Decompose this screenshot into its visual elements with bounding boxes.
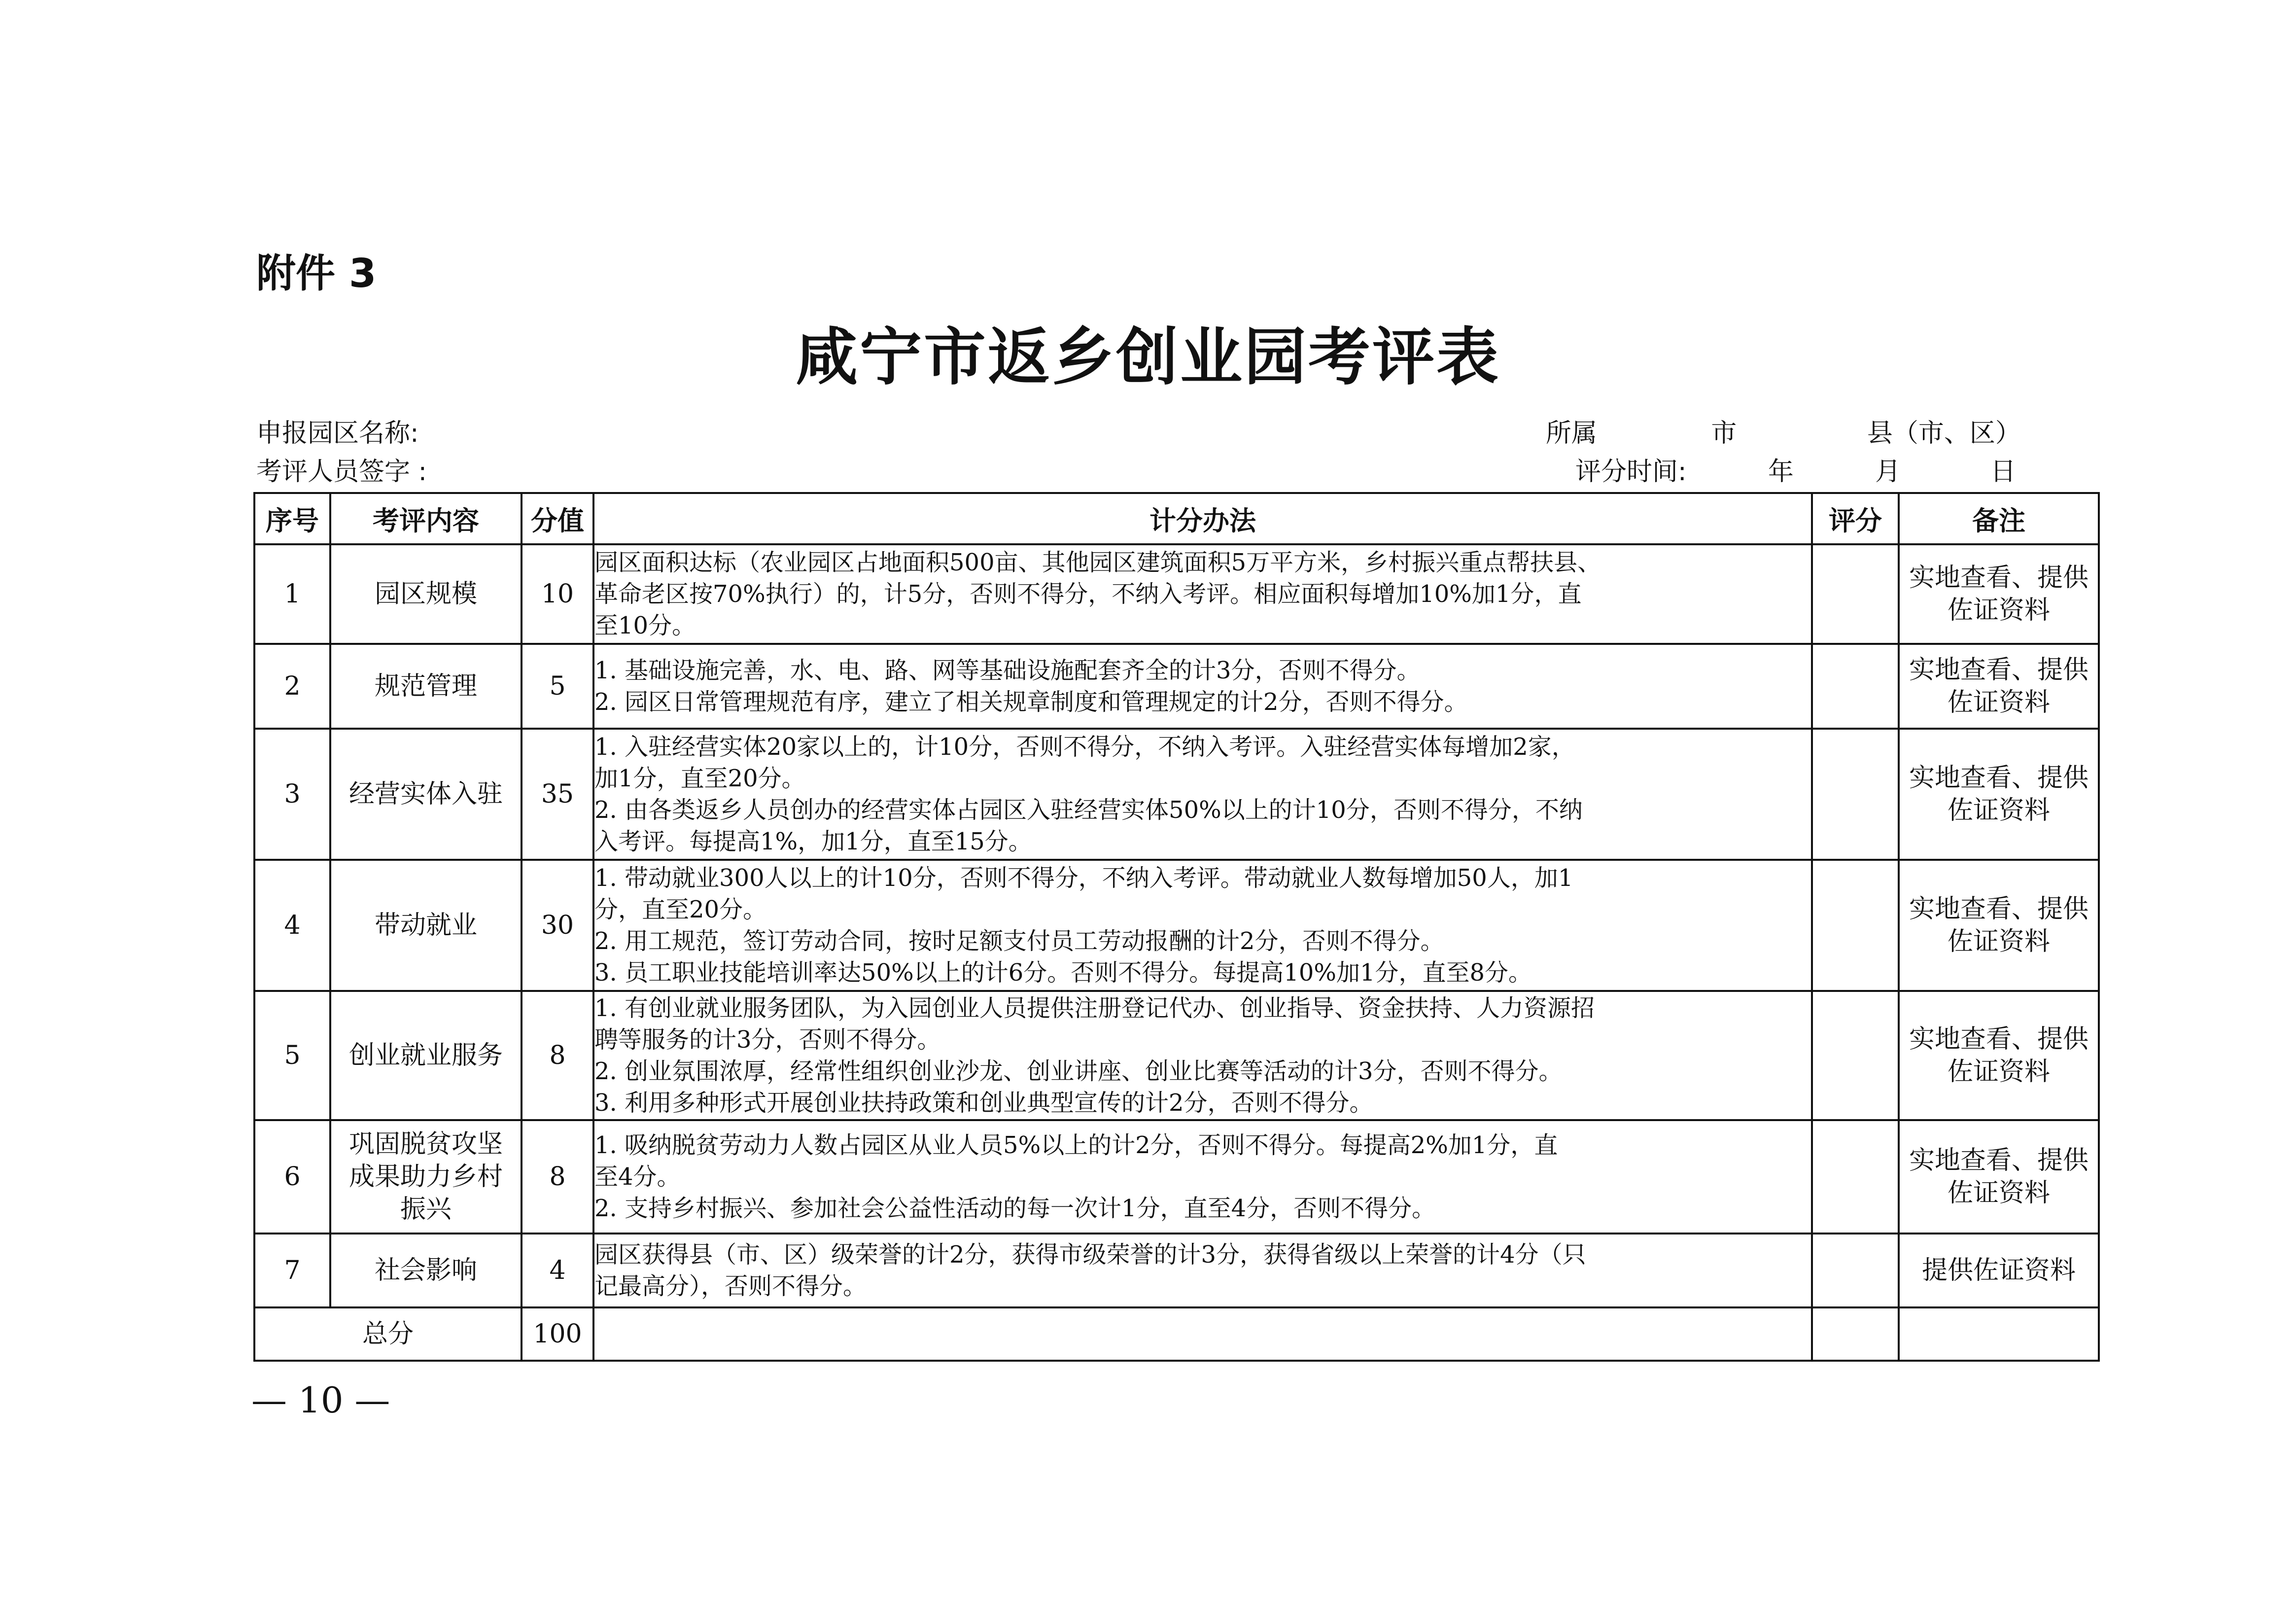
table-row (254, 544, 2099, 644)
row-content: 经营实体入驻 (330, 729, 522, 860)
row-no: 1 (254, 544, 330, 644)
row-remark: 实地查看、提供佐证资料 (1899, 729, 2099, 860)
method-line: 3. 利用多种形式开展创业扶持政策和创业典型宣传的计2分，否则不得分。 (594, 1089, 1373, 1117)
total-method (593, 1307, 1812, 1361)
row-points: 4 (522, 1233, 593, 1307)
row-no: 4 (254, 860, 330, 991)
row-content: 社会影响 (330, 1233, 522, 1307)
row-score (1812, 860, 1899, 991)
table-row (254, 1233, 2099, 1307)
table-row (254, 729, 2099, 860)
row-remark: 实地查看、提供佐证资料 (1899, 644, 2099, 729)
method-line: 记最高分），否则不得分。 (594, 1272, 867, 1300)
method-line: 加1分，直至20分。 (594, 765, 805, 792)
header-no: 序号 (254, 493, 330, 544)
row-score (1812, 544, 1899, 644)
header-content: 考评内容 (330, 493, 522, 544)
method-line: 分，直至20分。 (594, 896, 767, 923)
header-score: 评分 (1812, 493, 1899, 544)
method-line: 2. 创业氛围浓厚，经常性组织创业沙龙、创业讲座、创业比赛等活动的计3分，否则不得分。 (594, 1057, 1563, 1085)
method-line: 1. 有创业就业服务团队，为入园创业人员提供注册登记代办、创业指导、资金扶持、人力资源招 (594, 994, 1595, 1022)
row-points: 35 (522, 729, 593, 860)
table-row (254, 991, 2099, 1120)
row-remark: 实地查看、提供佐证资料 (1899, 1120, 2099, 1233)
row-points: 30 (522, 860, 593, 991)
document-title: 咸宁市返乡创业园考评表 (796, 321, 1500, 393)
method-line: 2. 由各类返乡人员创办的经营实体占园区入驻经营实体50%以上的计10分，否则不得分，不纳 (594, 796, 1583, 824)
row-no: 6 (254, 1120, 330, 1233)
method-line: 至10分。 (594, 612, 696, 639)
method-line: 1. 吸纳脱贫劳动力人数占园区从业人员5%以上的计2分，否则不得分。每提高2%加1分，直 (594, 1131, 1558, 1159)
row-content: 巩固脱贫攻坚成果助力乡村振兴 (330, 1120, 522, 1233)
row-score (1812, 1120, 1899, 1233)
header-remark: 备注 (1899, 493, 2099, 544)
method-line: 聘等服务的计3分，否则不得分。 (594, 1026, 941, 1054)
row-content: 园区规模 (330, 544, 522, 644)
row-method (593, 729, 1812, 860)
row-no: 2 (254, 644, 330, 729)
table-header-row (254, 493, 2099, 544)
row-method (593, 544, 1812, 644)
method-line: 2. 园区日常管理规范有序，建立了相关规章制度和管理规定的计2分，否则不得分。 (594, 688, 1468, 716)
method-line: 至4分。 (594, 1163, 681, 1191)
row-score (1812, 991, 1899, 1120)
header-points: 分值 (522, 493, 593, 544)
method-line: 园区获得县（市、区）级荣誉的计2分，获得市级荣誉的计3分，获得省级以上荣誉的计4分（只 (594, 1241, 1586, 1269)
table-row (254, 644, 2099, 729)
method-line: 革命老区按70%执行）的，计5分，否则不得分，不纳入考评。相应面积每增加10%加1分，直 (594, 580, 1582, 608)
row-score (1812, 1233, 1899, 1307)
table-row (254, 1120, 2099, 1233)
review-time-label: 评分时间: 年 月 日 (1575, 457, 2016, 487)
row-points: 8 (522, 1120, 593, 1233)
row-content: 创业就业服务 (330, 991, 522, 1120)
row-method (593, 1233, 1812, 1307)
header-method: 计分办法 (593, 493, 1812, 544)
method-line: 2. 支持乡村振兴、参加社会公益性活动的每一次计1分，直至4分，否则不得分。 (594, 1195, 1436, 1222)
row-method (593, 860, 1812, 991)
row-no: 7 (254, 1233, 330, 1307)
method-line: 3. 员工职业技能培训率达50%以上的计6分。否则不得分。每提高10%加1分，直至8分。 (594, 959, 1532, 987)
row-remark: 提供佐证资料 (1899, 1233, 2099, 1307)
method-line: 入考评。每提高1%，加1分，直至15分。 (594, 828, 1032, 855)
method-line: 1. 入驻经营实体20家以上的，计10分，否则不得分，不纳入考评。入驻经营实体每增加2家， (594, 733, 1575, 761)
row-score (1812, 729, 1899, 860)
page-number: — 10 — (251, 1379, 390, 1421)
reviewer-signature-label: 考评人员签字 : (256, 457, 427, 487)
total-label: 总分 (254, 1307, 522, 1361)
method-line: 1. 带动就业300人以上的计10分，否则不得分，不纳入考评。带动就业人数每增加50人，加1 (594, 864, 1573, 892)
method-line: 1. 基础设施完善，水、电、路、网等基础设施配套齐全的计3分，否则不得分。 (594, 657, 1421, 684)
total-remark (1899, 1307, 2099, 1361)
row-method (593, 1120, 1812, 1233)
row-points: 10 (522, 544, 593, 644)
row-score (1812, 644, 1899, 729)
total-score (1812, 1307, 1899, 1361)
row-no: 5 (254, 991, 330, 1120)
row-method (593, 991, 1812, 1120)
row-remark: 实地查看、提供佐证资料 (1899, 991, 2099, 1120)
row-points: 8 (522, 991, 593, 1120)
row-no: 3 (254, 729, 330, 860)
table-row (254, 860, 2099, 991)
row-points: 5 (522, 644, 593, 729)
method-line: 2. 用工规范，签订劳动合同，按时足额支付员工劳动报酬的计2分，否则不得分。 (594, 927, 1444, 955)
evaluation-table (253, 492, 2100, 1362)
affiliation-label: 所属 市 县（市、区） (1546, 419, 2021, 448)
row-remark: 实地查看、提供佐证资料 (1899, 860, 2099, 991)
row-content: 带动就业 (330, 860, 522, 991)
total-points: 100 (522, 1307, 593, 1361)
row-remark: 实地查看、提供佐证资料 (1899, 544, 2099, 644)
method-line: 园区面积达标（农业园区占地面积500亩、其他园区建筑面积5万平方米，乡村振兴重点帮扶县、 (594, 549, 1601, 576)
table-total-row (254, 1307, 2099, 1361)
park-name-label: 申报园区名称: (256, 419, 419, 448)
attachment-label: 附件 3 (256, 250, 377, 296)
row-method (593, 644, 1812, 729)
row-content: 规范管理 (330, 644, 522, 729)
